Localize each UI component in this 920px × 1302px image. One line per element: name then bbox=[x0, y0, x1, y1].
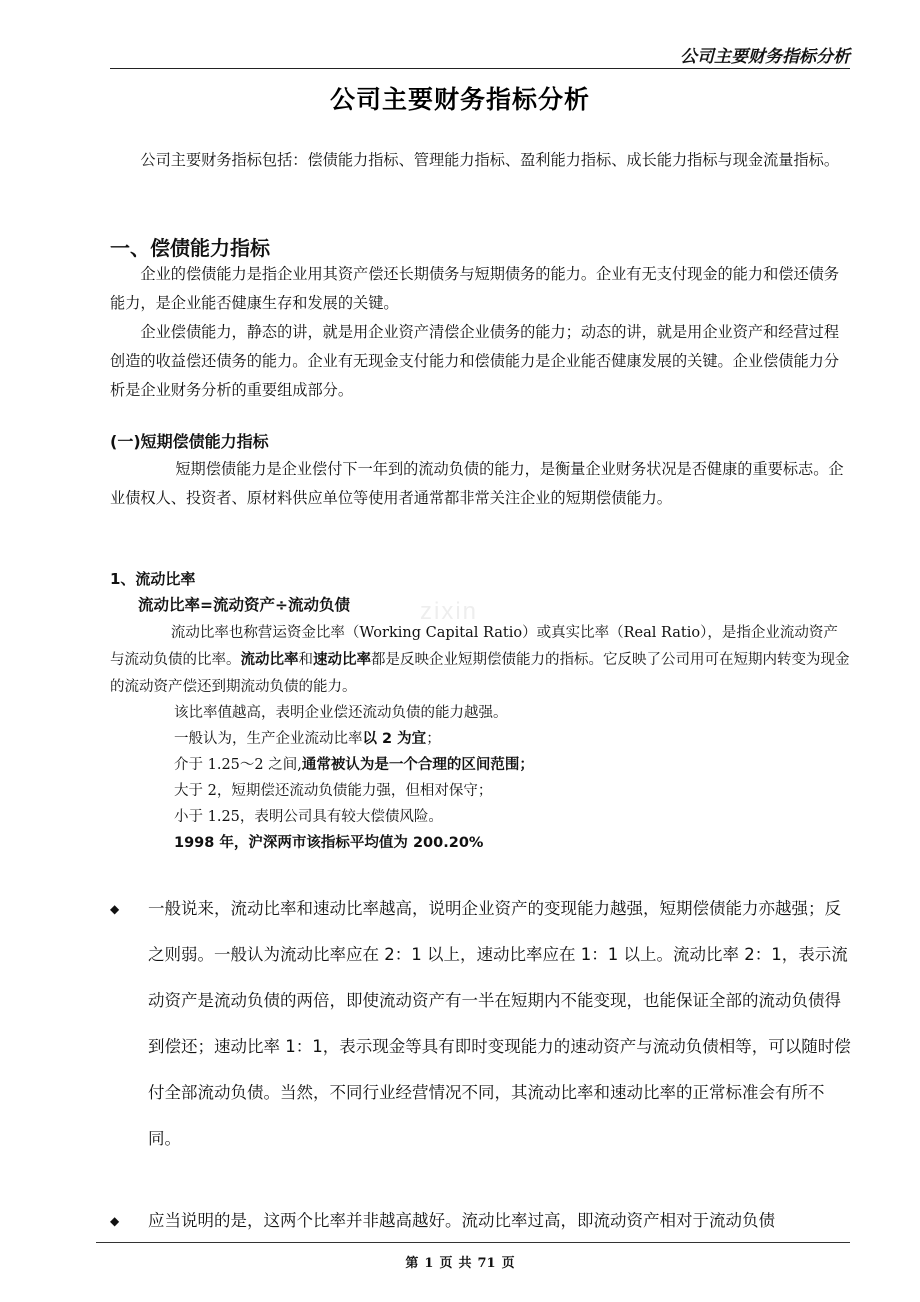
current-page-number: 1 bbox=[424, 1256, 434, 1271]
bullet-text-1: 一般说来，流动比率和速动比率越高，说明企业资产的变现能力越强，短期偿债能力亦越强；反之则弱。一般认为流动比率应在 2：1 以上，速动比率应在 1：1 以上。流动比率 2：1，表示流动资产是流动负债的两倍，即使流动资产有一半在短期内不能变现，也能保证全部的流动负债得到偿还；速动比率 1：1，表示现金等具有即时变现能力的速动资产与流动负债相等，可以随时偿付全部流动负债。当然，不同行业经营情况不同，其流动比率和速动比率的正常标准会有所不同。 bbox=[148, 899, 851, 1148]
subsection-short-term bbox=[110, 429, 852, 452]
description-text-c: 都是反映企业短期偿债能力的指标。它反映了公司用可在短期内转变为现金的流动资产偿还到期流动负债的能力。 bbox=[110, 652, 850, 695]
subsection-heading: (一)短期偿债能力指标 bbox=[110, 432, 269, 451]
description-and: 和 bbox=[298, 652, 313, 668]
quick-ratio-term: 速动比率 bbox=[313, 652, 371, 668]
intro-paragraph: 公司主要财务指标包括：偿债能力指标、管理能力指标、盈利能力指标、成长能力指标与现金流量指标。 bbox=[140, 151, 840, 169]
running-header-title: 公司主要财务指标分析 bbox=[680, 47, 850, 67]
note-line-4: 大于 2，短期偿还流动负债能力强，但相对保守； bbox=[174, 783, 493, 799]
current-ratio-description bbox=[110, 620, 852, 701]
note-line-1: 该比率值越高，表明企业偿还流动负债的能力越强。 bbox=[174, 705, 508, 721]
subsection-short-term-body bbox=[110, 455, 852, 513]
item-current-ratio bbox=[110, 568, 852, 589]
page-footer: 第 1 页 共 71 页 bbox=[405, 1256, 515, 1271]
note-line-5: 小于 1.25，表明公司具有较大偿债风险。 bbox=[174, 809, 443, 825]
formula: 流动比率=流动资产÷流动负债 bbox=[138, 596, 350, 614]
bullet-item-1 bbox=[110, 886, 852, 1162]
current-ratio-term: 流动比率 bbox=[240, 652, 299, 668]
note-line-2: 一般认为，生产企业流动比率以 2 为宜； bbox=[174, 731, 441, 747]
footer-rule bbox=[96, 1242, 850, 1243]
bullet-item-2 bbox=[110, 1198, 852, 1244]
formula-block bbox=[138, 593, 852, 615]
description-text-a: 流动比率也称营运资金比率（Working Capital Ratio）或真实比率（Real Ratio），是指企业流动资产与流动负债的比率。 bbox=[110, 625, 838, 668]
watermark: zixin bbox=[420, 598, 479, 625]
document-title: 公司主要财务指标分析 bbox=[329, 85, 590, 114]
ratio-notes bbox=[174, 700, 852, 856]
diamond-bullet-icon: ◆ bbox=[110, 1214, 120, 1228]
section-paragraph-2: 企业偿债能力，静态的讲，就是用企业资产清偿企业债务的能力；动态的讲，就是用企业资产和经营过程创造的收益偿还债务的能力。企业有无现金支付能力和偿债能力是企业能否健康发展的关键。企业偿债能力分析是企业财务分析的重要组成部分。 bbox=[110, 323, 840, 399]
diamond-bullet-icon: ◆ bbox=[110, 902, 120, 916]
section-paragraph-1: 企业的偿债能力是指企业用其资产偿还长期债务与短期债务的能力。企业有无支付现金的能力和偿还债务能力，是企业能否健康生存和发展的关键。 bbox=[110, 265, 840, 312]
bullet-text-2: 应当说明的是，这两个比率并非越高越好。流动比率过高，即流动资产相对于流动负债 bbox=[148, 1211, 775, 1230]
section-solvency-body bbox=[110, 260, 852, 405]
subsection-paragraph: 短期偿债能力是企业偿付下一年到的流动负债的能力，是衡量企业财务状况是否健康的重要标志。企业债权人、投资者、原材料供应单位等使用者通常都非常关注企业的短期偿债能力。 bbox=[110, 460, 844, 507]
header-rule bbox=[110, 68, 850, 69]
intro-block bbox=[110, 146, 852, 175]
total-pages: 71 bbox=[477, 1256, 496, 1271]
note-line-3: 介于 1.25～2 之间,通常被认为是一个合理的区间范围； bbox=[174, 757, 534, 773]
section-heading: 一、偿债能力指标 bbox=[110, 236, 270, 260]
note-line-6: 1998 年，沪深两市该指标平均值为 200.20% bbox=[174, 835, 484, 851]
item-heading: 1、流动比率 bbox=[110, 570, 196, 588]
section-solvency bbox=[110, 232, 852, 261]
description-paragraph bbox=[110, 620, 852, 701]
